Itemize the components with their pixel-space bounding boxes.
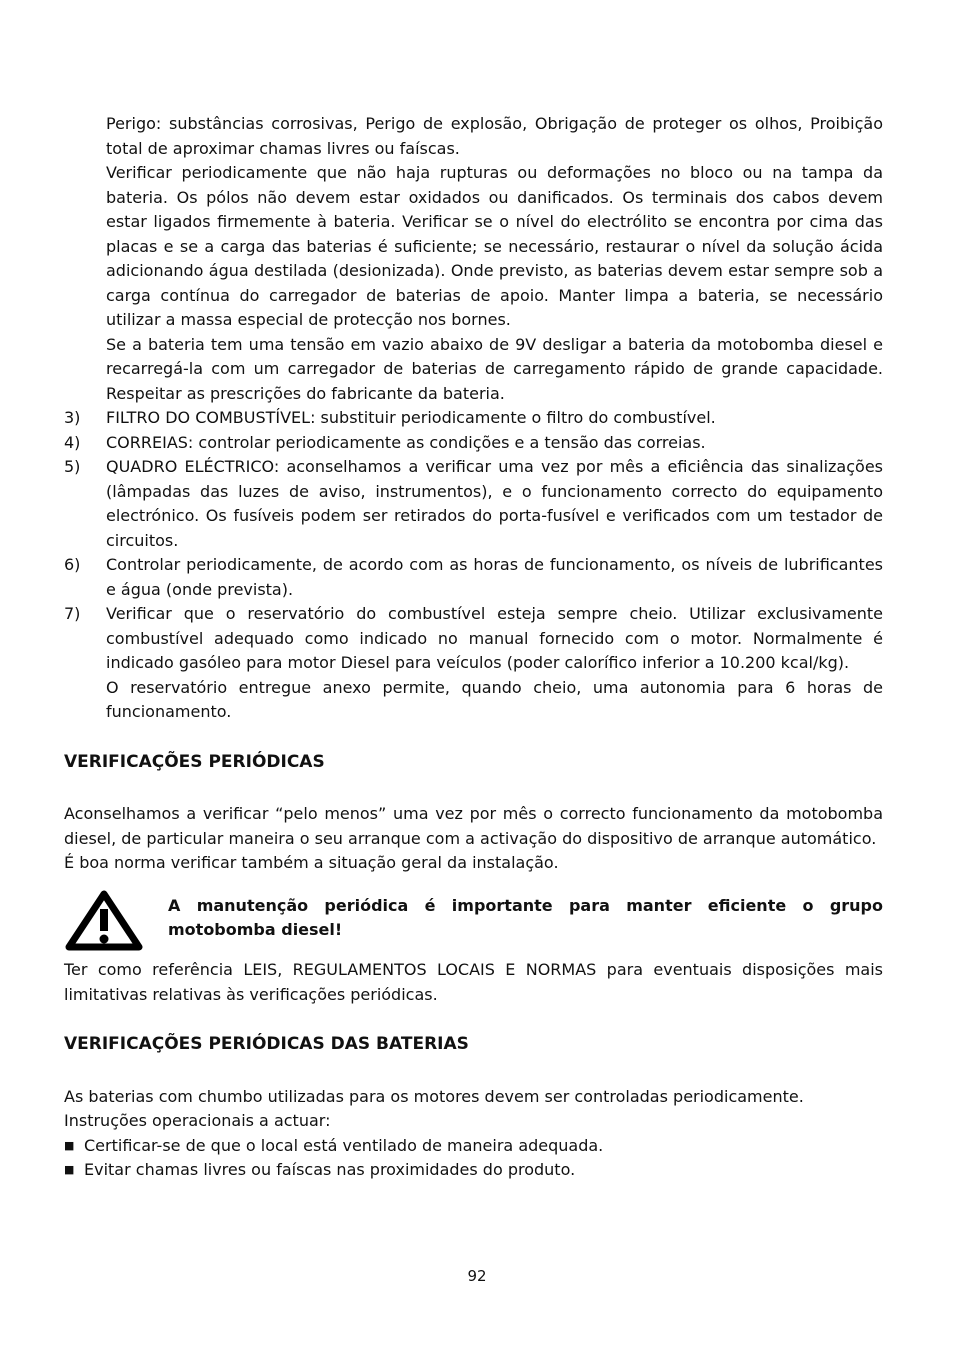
list-item-6 [64, 553, 883, 602]
list-number: 4) [64, 432, 81, 452]
section1-paragraph-1: Aconselhamos a verificar “pelo menos” uma vez por mês o correcto funcionamento da motobomba diesel, de particular maneira o seu arranque com a activação do dispositivo de arranque automático. [64, 804, 883, 848]
page-number: 92 [467, 1267, 487, 1285]
warning-text: A manutenção periódica é importante para manter eficiente o grupo motobomba diesel! [168, 895, 883, 939]
bullet-text: Certificar-se de que o local está ventilado de maneira adequada. [84, 1135, 604, 1155]
list-item-7-extra: O reservatório entregue anexo permite, quando cheio, uma autonomia para 6 horas de funcionamento. [106, 677, 883, 721]
intro-paragraph-3: Se a bateria tem uma tensão em vazio abaixo de 9V desligar a bateria da motobomba diesel e recarregá-la com um carregador de baterias de carregamento rápido de grande capacidade. Respeitar as prescrições do fabricante da bateria. [106, 334, 883, 403]
list-text: substituir periodicamente o filtro do combustível. [315, 408, 716, 427]
square-bullet-icon: ■ [64, 1163, 75, 1176]
document-page [64, 112, 883, 1183]
bullet-text: Evitar chamas livres ou faíscas nas proximidades do produto. [84, 1160, 576, 1179]
list-number: 7) [64, 604, 81, 623]
list-text: Verificar que o reservatório do combustível esteja sempre cheio. Utilizar exclusivamente combustível adequado como indicado no manual fornecido com o motor. Normalmente é indicado gasóleo para motor Diesel para veículos (poder calorífico inferior a 10.200 kcal/kg). [106, 604, 883, 672]
section2-paragraph-1: As baterias com chumbo utilizadas para os motores devem ser controladas periodicamente. [64, 1086, 804, 1106]
square-bullet-icon: ■ [64, 1138, 75, 1152]
section2-paragraph-2: Instruções operacionais a actuar: [64, 1111, 331, 1130]
spacer [64, 774, 883, 802]
list-label: QUADRO ELÉCTRICO [106, 457, 274, 476]
list-text: Controlar periodicamente, de acordo com as horas de funcionamento, os níveis de lubrificantes e água (onde prevista). [106, 555, 883, 599]
list-text: controlar periodicamente as condições e a tensão das correias. [193, 432, 706, 452]
spacer [64, 1057, 883, 1085]
intro-paragraph-2: Verificar periodicamente que não haja rupturas ou deformações no bloco ou na tampa da bateria. Os pólos não devem estar oxidados ou danificados. Os terminais dos cabos devem estar ligados firmemente à bateria. Verificar se o nível do electrólito se encontra por cima das placas e se a carga das baterias é suficiente; se necessário, restaurar o nível da solução ácida adicionando água destilada (desionizada). Onde previsto, as baterias devem estar sempre sob a carga contínua do carregador de baterias de apoio. Manter limpa a bateria, se necessário utilizar a massa especial de protecção nos bornes. [106, 163, 883, 329]
warning-triangle-icon [64, 889, 168, 959]
list-body [106, 455, 883, 553]
list-number: 3) [64, 408, 81, 427]
intro-paragraph-1: Perigo: substâncias corrosivas, Perigo de explosão, Obrigação de proteger os olhos, Proibição total de aproximar chamas livres ou faíscas. [106, 114, 883, 158]
list-item-5 [64, 455, 883, 553]
section1-paragraph-2: É boa norma verificar também a situação geral da instalação. [64, 853, 559, 872]
list-item-7 [64, 602, 883, 676]
bullet-item [64, 1158, 883, 1183]
warning-block [64, 889, 883, 959]
list-number: 6) [64, 555, 81, 574]
list-item-4 [64, 431, 883, 456]
section1-paragraph-3: Ter como referência LEIS, REGULAMENTOS LOCAIS E NORMAS para eventuais disposições mais limitativas relativas às verificações periódicas. [64, 960, 883, 1004]
list-label: FILTRO DO COMBUSTÍVEL: [106, 408, 316, 427]
intro-block [106, 112, 883, 406]
list-label: CORREIAS: [106, 432, 194, 452]
section-heading-battery-checks: VERIFICAÇÕES PERIÓDICAS DAS BATERIAS [64, 1034, 469, 1054]
list-text: : aconselhamos a verificar uma vez por mês a eficiência das sinalizações (lâmpadas das luzes de aviso, instrumentos), e o funcionamento correcto do equipamento electrónico. Os fusíveis podem ser retirados do porta-fusível e verificados com um testador de circuitos. [106, 457, 883, 550]
bullet-item [64, 1134, 883, 1159]
list-item-3 [64, 406, 883, 431]
list-body [106, 406, 883, 431]
section-heading-periodic-checks: VERIFICAÇÕES PERIÓDICAS [64, 751, 325, 772]
list-number: 5) [64, 457, 81, 476]
list-body [106, 431, 883, 456]
